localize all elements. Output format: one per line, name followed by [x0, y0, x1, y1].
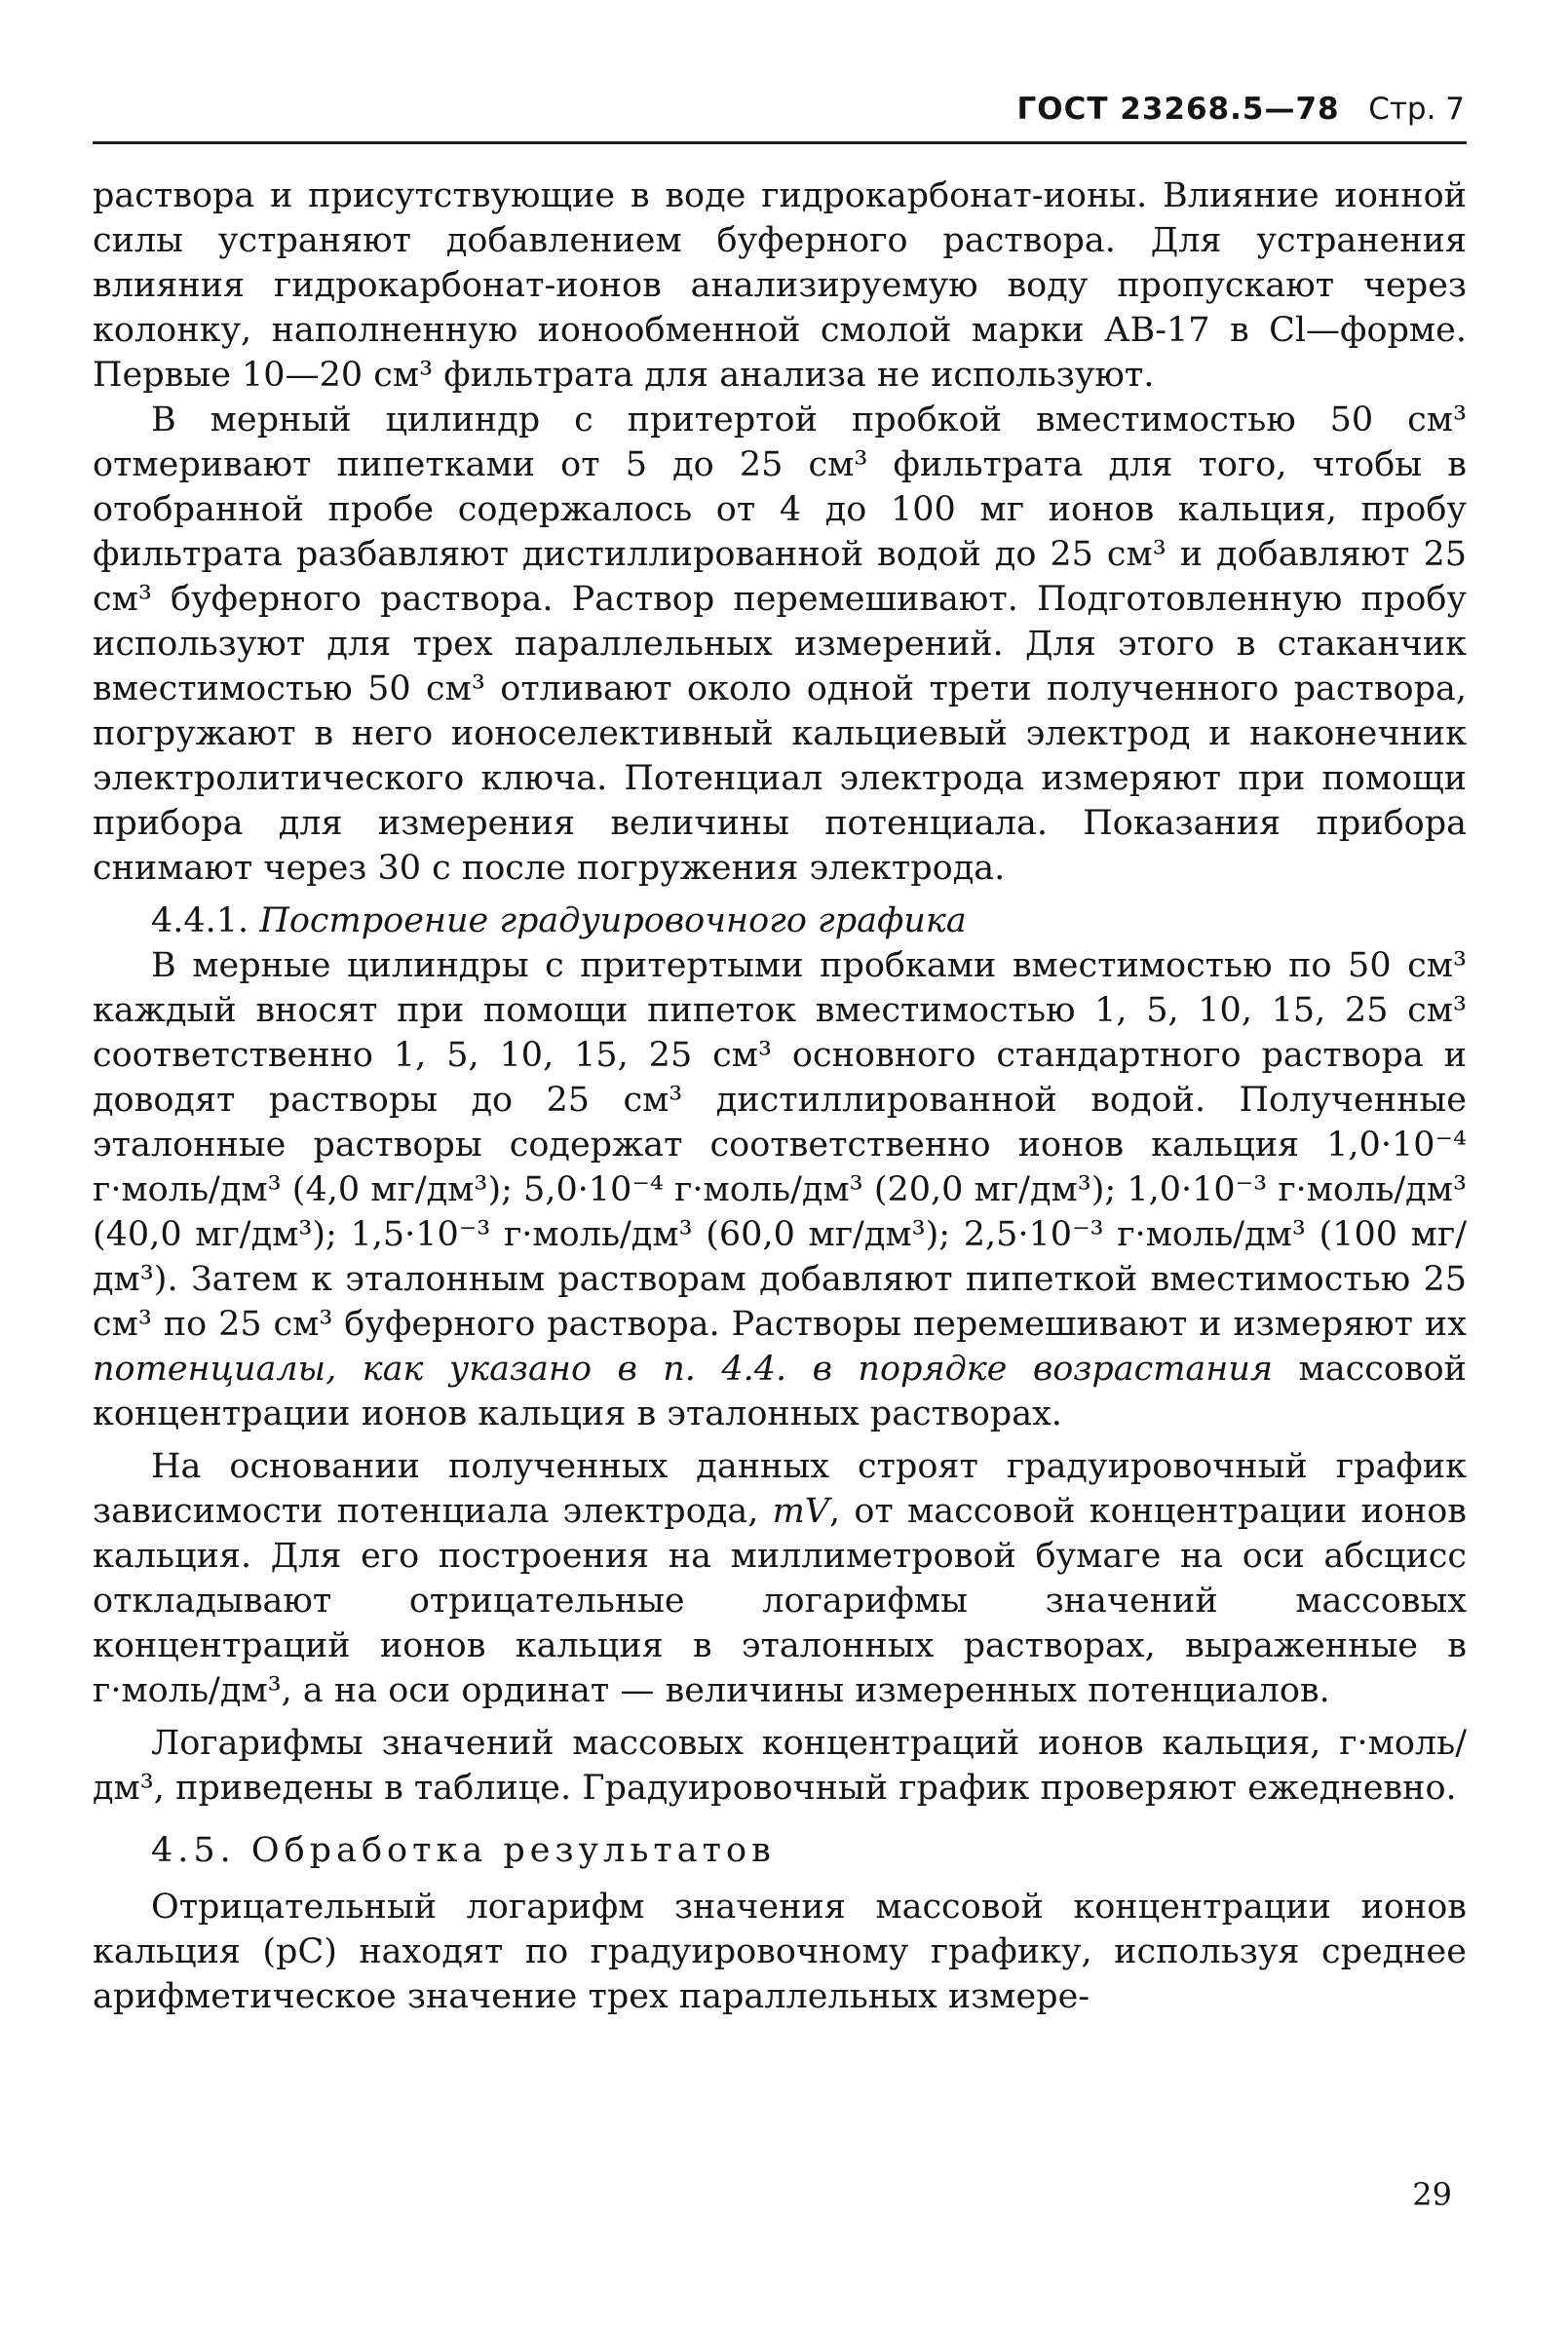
- page-label: Стр. 7: [1368, 92, 1465, 127]
- mv-symbol: mV: [772, 1492, 830, 1531]
- paragraph-continuation: раствора и присутствующие в воде гидрокарбонат-ионы. Влияние ионной силы устраняют добавлением буферного раствора. Для устранения влияния гидрокарбонат-ионов анализируемую воду пропускают через колонку, наполненную ионообменной смолой марки АВ-17 в Cl—форме. Первые 10—20 см³ фильтрата для анализа не используют.: [93, 176, 1467, 395]
- paragraph-calibration-solutions: [93, 943, 1467, 1436]
- body-text: [93, 173, 1467, 2019]
- graph-text-end: , от массовой концентрации ионов кальция. Для его построения на миллиметровой бумаге на оси абсцисс откладывают отрицательные логарифмы значений массовых концентраций ионов кальция в эталонных растворах, выраженные в г·моль/дм³, а на оси ординат — величины измеренных потенциалов.: [93, 1492, 1468, 1710]
- section-heading-4-5: 4.5. Обработка результатов: [151, 1831, 776, 1870]
- section-heading-4-4-1: [93, 898, 1467, 943]
- paragraph-sample-preparation: В мерный цилиндр с притертой пробкой вместимостью 50 см³ отмеривают пипетками от 5 до 25 см³ фильтрата для того, чтобы в отобранной пробе содержалось от 4 до 100 мг ионов кальция, пробу фильтрата разбавляют дистиллированной водой до 25 см³ и добавляют 25 см³ буферного раствора. Раствор перемешивают. Подготовленную пробу используют для трех параллельных измерений. Для этого в стаканчик вместимостью 50 см³ отливают около одной трети полученного раствора, погружают в него ионоселективный кальциевый электрод и наконечник электролитического ключа. Потенциал электрода измеряют при помощи прибора для измерения величины потенциала. Показания прибора снимают через 30 с после погружения электрода.: [93, 401, 1467, 888]
- paragraph-graph-construction: [93, 1444, 1467, 1713]
- calibration-italic-text: потенциалы, как указано в п. 4.4. в порядке возрастания: [93, 1350, 1274, 1389]
- section-title: Построение градуировочного графика: [259, 901, 967, 940]
- calibration-text-end: массовой концентрации ионов кальция в эталонных растворах.: [93, 1350, 1467, 1433]
- paragraph-results-processing: Отрицательный логарифм значения массовой концентрации ионов кальция (pC) находят по градуировочному графику, используя среднее арифметическое значение трех параллельных измере-: [93, 1888, 1467, 2016]
- calibration-text: В мерные цилиндры с притертыми пробками вместимостью по 50 см³ каждый вносят при помощи пипеток вместимостью 1, 5, 10, 15, 25 см³ соответственно 1, 5, 10, 15, 25 см³ основного стандартного раствора и доводят растворы до 25 см³ дистиллированной водой. Полученные эталонные растворы содержат соответственно ионов кальция 1,0·10⁻⁴ г·моль/дм³ (4,0 мг/дм³); 5,0·10⁻⁴ г·моль/дм³ (20,0 мг/дм³); 1,0·10⁻³ г·моль/дм³ (40,0 мг/дм³); 1,5·10⁻³ г·моль/дм³ (60,0 мг/дм³); 2,5·10⁻³ г·моль/дм³ (100 мг/дм³). Затем к эталонным растворам добавляют пипеткой вместимостью 25 см³ по 25 см³ буферного раствора. Растворы перемешивают и измеряют их: [93, 946, 1467, 1344]
- paragraph-logarithms: Логарифмы значений массовых концентраций ионов кальция, г·моль/дм³, приведены в таблице. Градуировочный график проверяют ежедневно.: [93, 1724, 1467, 1808]
- page-header: [93, 90, 1467, 144]
- document-page: [93, 0, 1467, 2329]
- page-number: 29: [1412, 2176, 1452, 2213]
- section-number: 4.4.1.: [151, 901, 249, 940]
- standard-number: ГОСТ 23268.5—78: [1016, 92, 1340, 127]
- graph-text: На основании полученных данных строят градуировочный график зависимости потенциала электрода,: [93, 1447, 1467, 1531]
